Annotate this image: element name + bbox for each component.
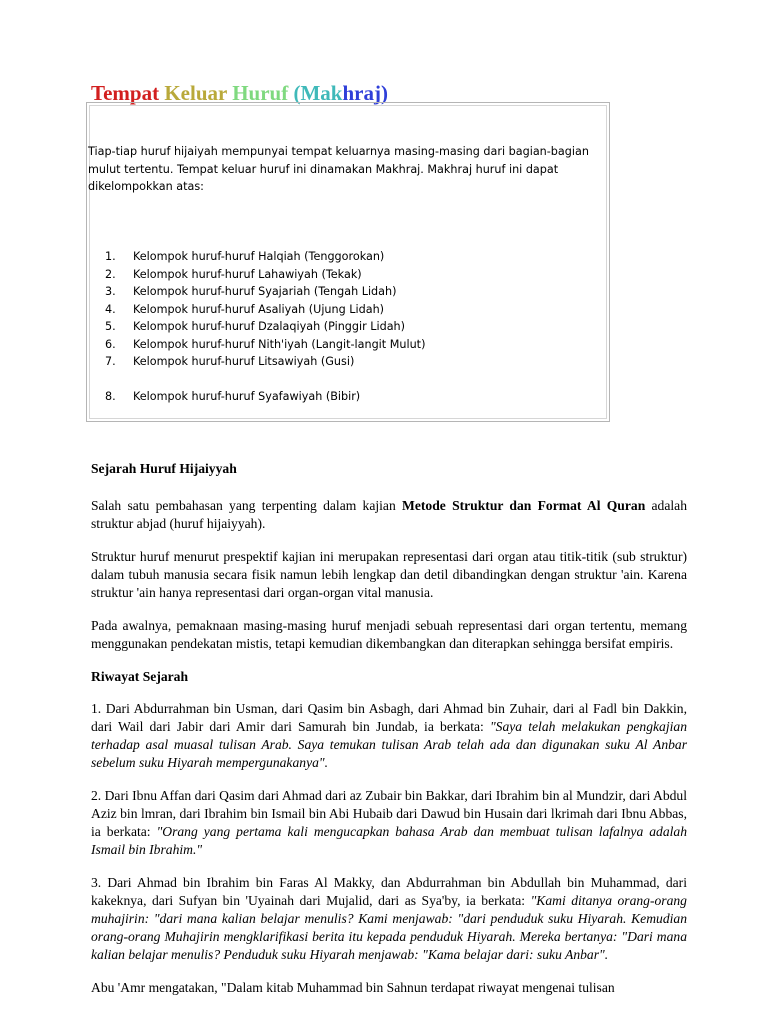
makhraj-intro: Tiap-tiap huruf hijaiyah mempunyai tempat keluarnya masing-masing dari bagian-bagian mulut tertentu. Tempat keluar huruf ini dinamakan Makhraj. Makhraj huruf ini dapat dikelompokkan atas: [88, 145, 589, 193]
article-body [91, 460, 687, 1012]
bold-term: Metode Struktur dan Format Al Quran [402, 498, 646, 513]
riwayat-quote: "Kami ditanya orang-orang muhajirin: "dari mana kalian belajar menulis? Kami menjawab: "dari penduduk suku Hiyarah. Kemudian orang-orang Muhajirin mengklarifikasi berita itu kepada penduduk Hiyarah. Mereka bertanya: "Dari mana kalian belajar menulis? Penduduk suku Hiyarah menjawab: "Kama belajar dari: suku Anbar". [91, 893, 687, 962]
paragraph-abu-amr: Abu 'Amr mengatakan, "Dalam kitab Muhammad bin Sahnun terdapat riwayat mengenai tulisan [91, 980, 615, 995]
list-item [105, 248, 605, 266]
list-item-number: 5. [105, 320, 116, 333]
list-item-number: 8. [105, 390, 116, 403]
list-item [105, 318, 605, 336]
list-item [105, 388, 605, 406]
list-item-text: Kelompok huruf-huruf Dzalaqiyah (Pinggir Lidah) [133, 320, 406, 333]
paragraph-intro [91, 497, 687, 533]
section-heading-sejarah: Sejarah Huruf Hijaiyyah [91, 461, 237, 476]
list-item-text: Kelompok huruf-huruf Halqiah (Tenggorokan) [133, 250, 385, 263]
paragraph-text: adalah struktur abjad (huruf hijaiyyah). [91, 498, 687, 531]
list-item-text: Kelompok huruf-huruf Syajariah (Tengah Lidah) [133, 285, 397, 298]
riwayat-text: 2. Dari Ibnu Affan dari Qasim dari Ahmad dari az Zubair bin Bakkar, dari Ibrahim bin al Mundzir, dari Abdul Aziz bin lmran, dari Ibrahim bin Ismail bin Abi Hubaib dari Dawud bin Husain dari lkrimah dari Ibnu Abbas, ia berkata: [91, 788, 687, 839]
list-item-text: Kelompok huruf-huruf Lahawiyah (Tekak) [133, 267, 362, 281]
list-item-text: Kelompok huruf-huruf Litsawiyah (Gusi) [133, 355, 355, 368]
list-item [105, 301, 605, 319]
list-item [105, 353, 605, 371]
riwayat-quote: "Saya telah melakukan pengkajian terhadap asal muasal tulisan Arab. Saya temukan tulisan Arab telah ada dan digunakan suku Al Anbar sebelum suku Hiyarah mempergunakanya". [91, 719, 687, 770]
title-part-1: Tempat [91, 81, 165, 105]
riwayat-text: 1. Dari Abdurrahman bin Usman, dari Qasim bin Asbagh, dari Ahmad bin Zuhair, dari al Fadl bin Dakkin, dari Wail dari Jabir dari Amir dari Samurah bin Jundab, ia berkata: [91, 701, 687, 734]
list-item-text: Kelompok huruf-huruf Syafawiyah (Bibir) [133, 390, 361, 403]
list-item [105, 336, 605, 354]
title-part-2: Keluar [164, 81, 233, 105]
title-part-3: Huruf [232, 81, 294, 105]
list-item-text: Kelompok huruf-huruf Asaliyah (Ujung Lidah) [133, 302, 385, 316]
list-item-number: 3. [105, 285, 116, 298]
list-item-number: 6. [105, 337, 116, 351]
list-item-number: 7. [105, 355, 116, 368]
list-item [105, 266, 605, 284]
riwayat-item-2 [91, 787, 687, 859]
paragraph-text: Salah satu pembahasan yang terpenting dalam kajian [91, 498, 403, 513]
list-item-number: 2. [105, 267, 116, 281]
paragraph-awalnya: Pada awalnya, pemaknaan masing-masing huruf menjadi sebuah representasi dari organ tertentu, memang menggunakan pendekatan mistis, tetapi kemudian dikembangkan dan diterapkan sehingga bersifat empiris. [91, 618, 687, 651]
list-item-number: 4. [105, 302, 116, 316]
riwayat-item-3 [91, 874, 687, 964]
title-part-4: (Mak [293, 81, 343, 105]
list-item [105, 283, 605, 301]
list-item-number: 1. [105, 250, 116, 263]
paragraph-struktur: Struktur huruf menurut prespektif kajian ini merupakan representasi dari organ atau titik-titik (sub struktur) dalam tubuh manusia secara fisik namun lebih lengkap dan detil dibandingkan dengan struktur 'ain. Karena struktur 'ain hanya representasi dari organ-organ vital manusia. [91, 549, 687, 600]
makhraj-group-list [105, 248, 605, 406]
riwayat-item-1 [91, 700, 687, 772]
riwayat-text: 3. Dari Ahmad bin Ibrahim bin Faras Al Makky, dan Abdurrahman bin Abdullah bin Muhammad, dari kakeknya, dari Sufyan bin 'Uyainah dari Mujalid, dari as Sya'by, ia berkata: [91, 875, 687, 908]
section-heading-riwayat: Riwayat Sejarah [91, 669, 189, 684]
riwayat-quote: "Orang yang pertama kali mengucapkan bahasa Arab dan membuat tulisan lafalnya adalah Ismail bin Ibrahim." [91, 824, 687, 857]
title-part-5: hraj) [342, 81, 388, 105]
list-item-text: Kelompok huruf-huruf Nith'iyah (Langit-langit Mulut) [133, 337, 426, 351]
